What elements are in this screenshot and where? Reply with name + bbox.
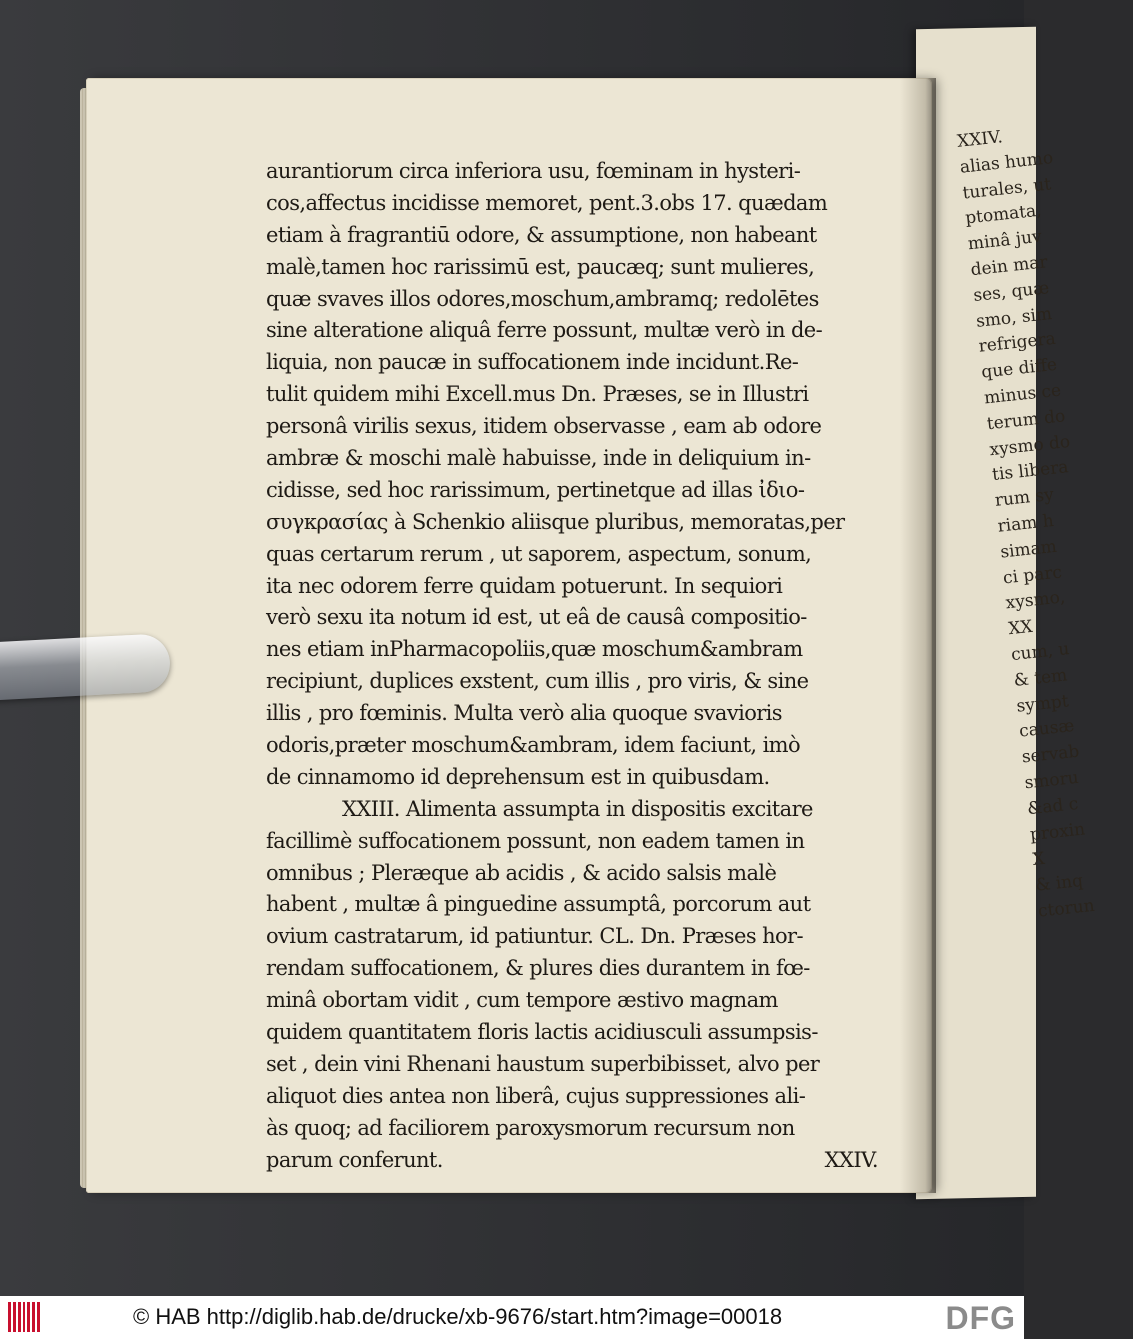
text-line [266, 985, 878, 1017]
text-line-content: cidisse, sed hoc rarissimum, pertinetque ad illas ἰδιο- [266, 477, 805, 502]
text-line [266, 443, 878, 475]
facing-text-line: ses, quæ [972, 277, 1051, 306]
facing-text-line: ptomata, [964, 200, 1043, 229]
text-line-content: nes etiam inPharmacopoliis,quæ moschum&ambram [266, 637, 803, 662]
facing-text-line: terum do [985, 405, 1067, 435]
facing-text-line: causæ [1018, 716, 1076, 742]
text-line-content: às quoq; ad faciliorem paroxysmorum recursum non [266, 1115, 795, 1140]
text-line-content: habent , multæ â pinguedine assumptâ, porcorum aut [266, 892, 811, 917]
text-line [266, 315, 878, 347]
text-line-content: odoris,præter moschum&ambram, idem faciunt, imò [266, 733, 801, 758]
text-line-content: aliquot dies antea non liberâ, cujus suppressiones ali- [266, 1083, 806, 1108]
facing-text-line: ctorun [1037, 895, 1096, 922]
facing-text-line: XX [1007, 616, 1034, 640]
text-line [266, 475, 878, 507]
facing-text-line: simam [999, 536, 1058, 563]
book-gutter [900, 78, 936, 1193]
text-line-content: malè,tamen hoc rarissimū est, paucæq; sunt mulieres, [266, 254, 815, 279]
text-line-content: tulit quidem mihi Excell.mus Dn. Præses, se in Illustri [266, 382, 809, 407]
facing-text-line: servab [1020, 741, 1081, 768]
text-line [266, 953, 878, 985]
text-line [266, 156, 878, 188]
facing-text-line: xysmo, [1004, 587, 1067, 614]
text-line [266, 1049, 878, 1081]
text-line-content: parum conferunt. [266, 1147, 443, 1172]
facing-text-line: riam h [996, 510, 1055, 537]
text-line [266, 379, 878, 411]
text-line-content: facillimè suffocationem possunt, non eadem tamen in [266, 828, 805, 853]
glass-page-holder [0, 633, 171, 701]
facing-text-line: tis libera [991, 457, 1070, 486]
text-line [266, 826, 878, 858]
facing-text-line: que diffe [980, 354, 1058, 383]
text-line [266, 666, 878, 698]
facing-text-line: XXIV. [956, 127, 1004, 152]
text-line [266, 539, 878, 571]
facing-text-line: rum sy [993, 485, 1055, 512]
facing-text-line: minâ juv [966, 226, 1043, 255]
text-line [266, 252, 878, 284]
facing-text-line: proxin [1029, 818, 1087, 845]
facing-text-line: refrigera [977, 329, 1057, 358]
text-line [266, 1145, 878, 1177]
viewer-footer [0, 1296, 1024, 1339]
text-line [266, 794, 878, 826]
facing-text-line: sympt [1015, 690, 1070, 717]
text-line [266, 1017, 878, 1049]
text-line [266, 921, 878, 953]
text-line-content: aurantiorum circa inferiora usu, fœminam in hysteri- [266, 159, 801, 183]
facing-text-line: & tem [1012, 665, 1069, 691]
facing-text-line: & inq [1034, 871, 1085, 896]
text-line-content: etiam à fragrantiū odore, & assumptione, non habeant [266, 222, 817, 247]
text-line-content: illis , pro fœminis. Multa verò alia quoque svavioris [266, 701, 782, 726]
text-line [266, 188, 878, 220]
text-line-content: quidem quantitatem floris lactis acidiusculi assumpsis- [266, 1020, 818, 1045]
text-line-content: liquia, non paucæ in suffocationem inde incidunt.Re- [266, 350, 799, 375]
dfg-logo[interactable]: DFG [945, 1300, 1016, 1336]
facing-text-line: alias humo [958, 147, 1055, 178]
catchword: XXIV. [824, 1147, 878, 1172]
text-line [266, 220, 878, 252]
text-line-content: rendam suffocationem, & plures dies durantem in fœ- [266, 956, 810, 981]
facing-text-line: smo, sim [975, 303, 1053, 332]
facing-text-line: minus ce [983, 380, 1063, 409]
text-line-content: XXIII. Alimenta assumpta in dispositis excitare [342, 796, 813, 821]
text-line-content: ovium castratarum, id patiuntur. CL. Dn. Præses hor- [266, 924, 803, 949]
facing-text-line: cum, u [1010, 638, 1071, 665]
source-credit[interactable]: © HAB http://diglib.hab.de/drucke/xb-9676/start.htm?image=00018 [133, 1304, 783, 1329]
text-line [266, 411, 878, 443]
facing-text-line: &ad c [1026, 793, 1080, 819]
facing-text-line: smoru [1023, 767, 1080, 794]
text-line-content: de cinnamomo id deprehensum est in quibusdam. [266, 764, 770, 789]
text-line [266, 507, 878, 539]
text-line-content: set , dein vini Rhenani haustum superbibisset, alvo per [266, 1051, 820, 1076]
facing-text-line: turales, ut [961, 174, 1053, 204]
text-line-content: minâ obortam vidit , cum tempore æstivo magnam [266, 988, 778, 1013]
text-line [266, 634, 878, 666]
text-line-content: quas certarum rerum , ut saporem, aspectum, sonum, [266, 541, 812, 566]
text-line [266, 1113, 878, 1145]
text-line [266, 858, 878, 890]
text-line [266, 1081, 878, 1113]
text-line-content: ita nec odorem ferre quidam potuerunt. In sequiori [266, 573, 783, 598]
facing-text-line: ci parc [1002, 561, 1063, 589]
page-text [266, 156, 878, 1177]
text-line [266, 889, 878, 921]
facing-text-line: dein mar [969, 252, 1049, 281]
text-line-content: omnibus ; Pleræque ab acidis , & acido salsis malè [266, 860, 777, 885]
text-line [266, 347, 878, 379]
text-line [266, 762, 878, 794]
text-line [266, 698, 878, 730]
hab-logo-icon[interactable] [8, 1302, 40, 1332]
text-line [266, 730, 878, 762]
facing-text-line: xysmo do [988, 431, 1072, 460]
text-line [266, 284, 878, 316]
text-line-content: quæ svaves illos odores,moschum,ambramq; redolētes [266, 286, 819, 311]
text-line-content: ambræ & moschi malè habuisse, inde in deliquium in- [266, 446, 811, 471]
text-line-content: recipiunt, duplices exstent, cum illis , pro viris, & sine [266, 669, 809, 694]
text-line [266, 571, 878, 603]
text-line-content: personâ virilis sexus, itidem observasse , eam ab odore [266, 414, 822, 439]
text-line-content: verò sexu ita notum id est, ut eâ de causâ compositio- [266, 605, 807, 630]
text-line-content: cos,affectus incidisse memoret, pent.3.obs 17. quædam [266, 190, 828, 215]
text-line-content: sine alteratione aliquâ ferre possunt, multæ verò in de- [266, 318, 823, 343]
text-line [266, 602, 878, 634]
text-line-content: συγκρασίας à Schenkio aliisque pluribus, memoratas,per [266, 509, 845, 534]
facing-text-line: X [1031, 849, 1046, 871]
